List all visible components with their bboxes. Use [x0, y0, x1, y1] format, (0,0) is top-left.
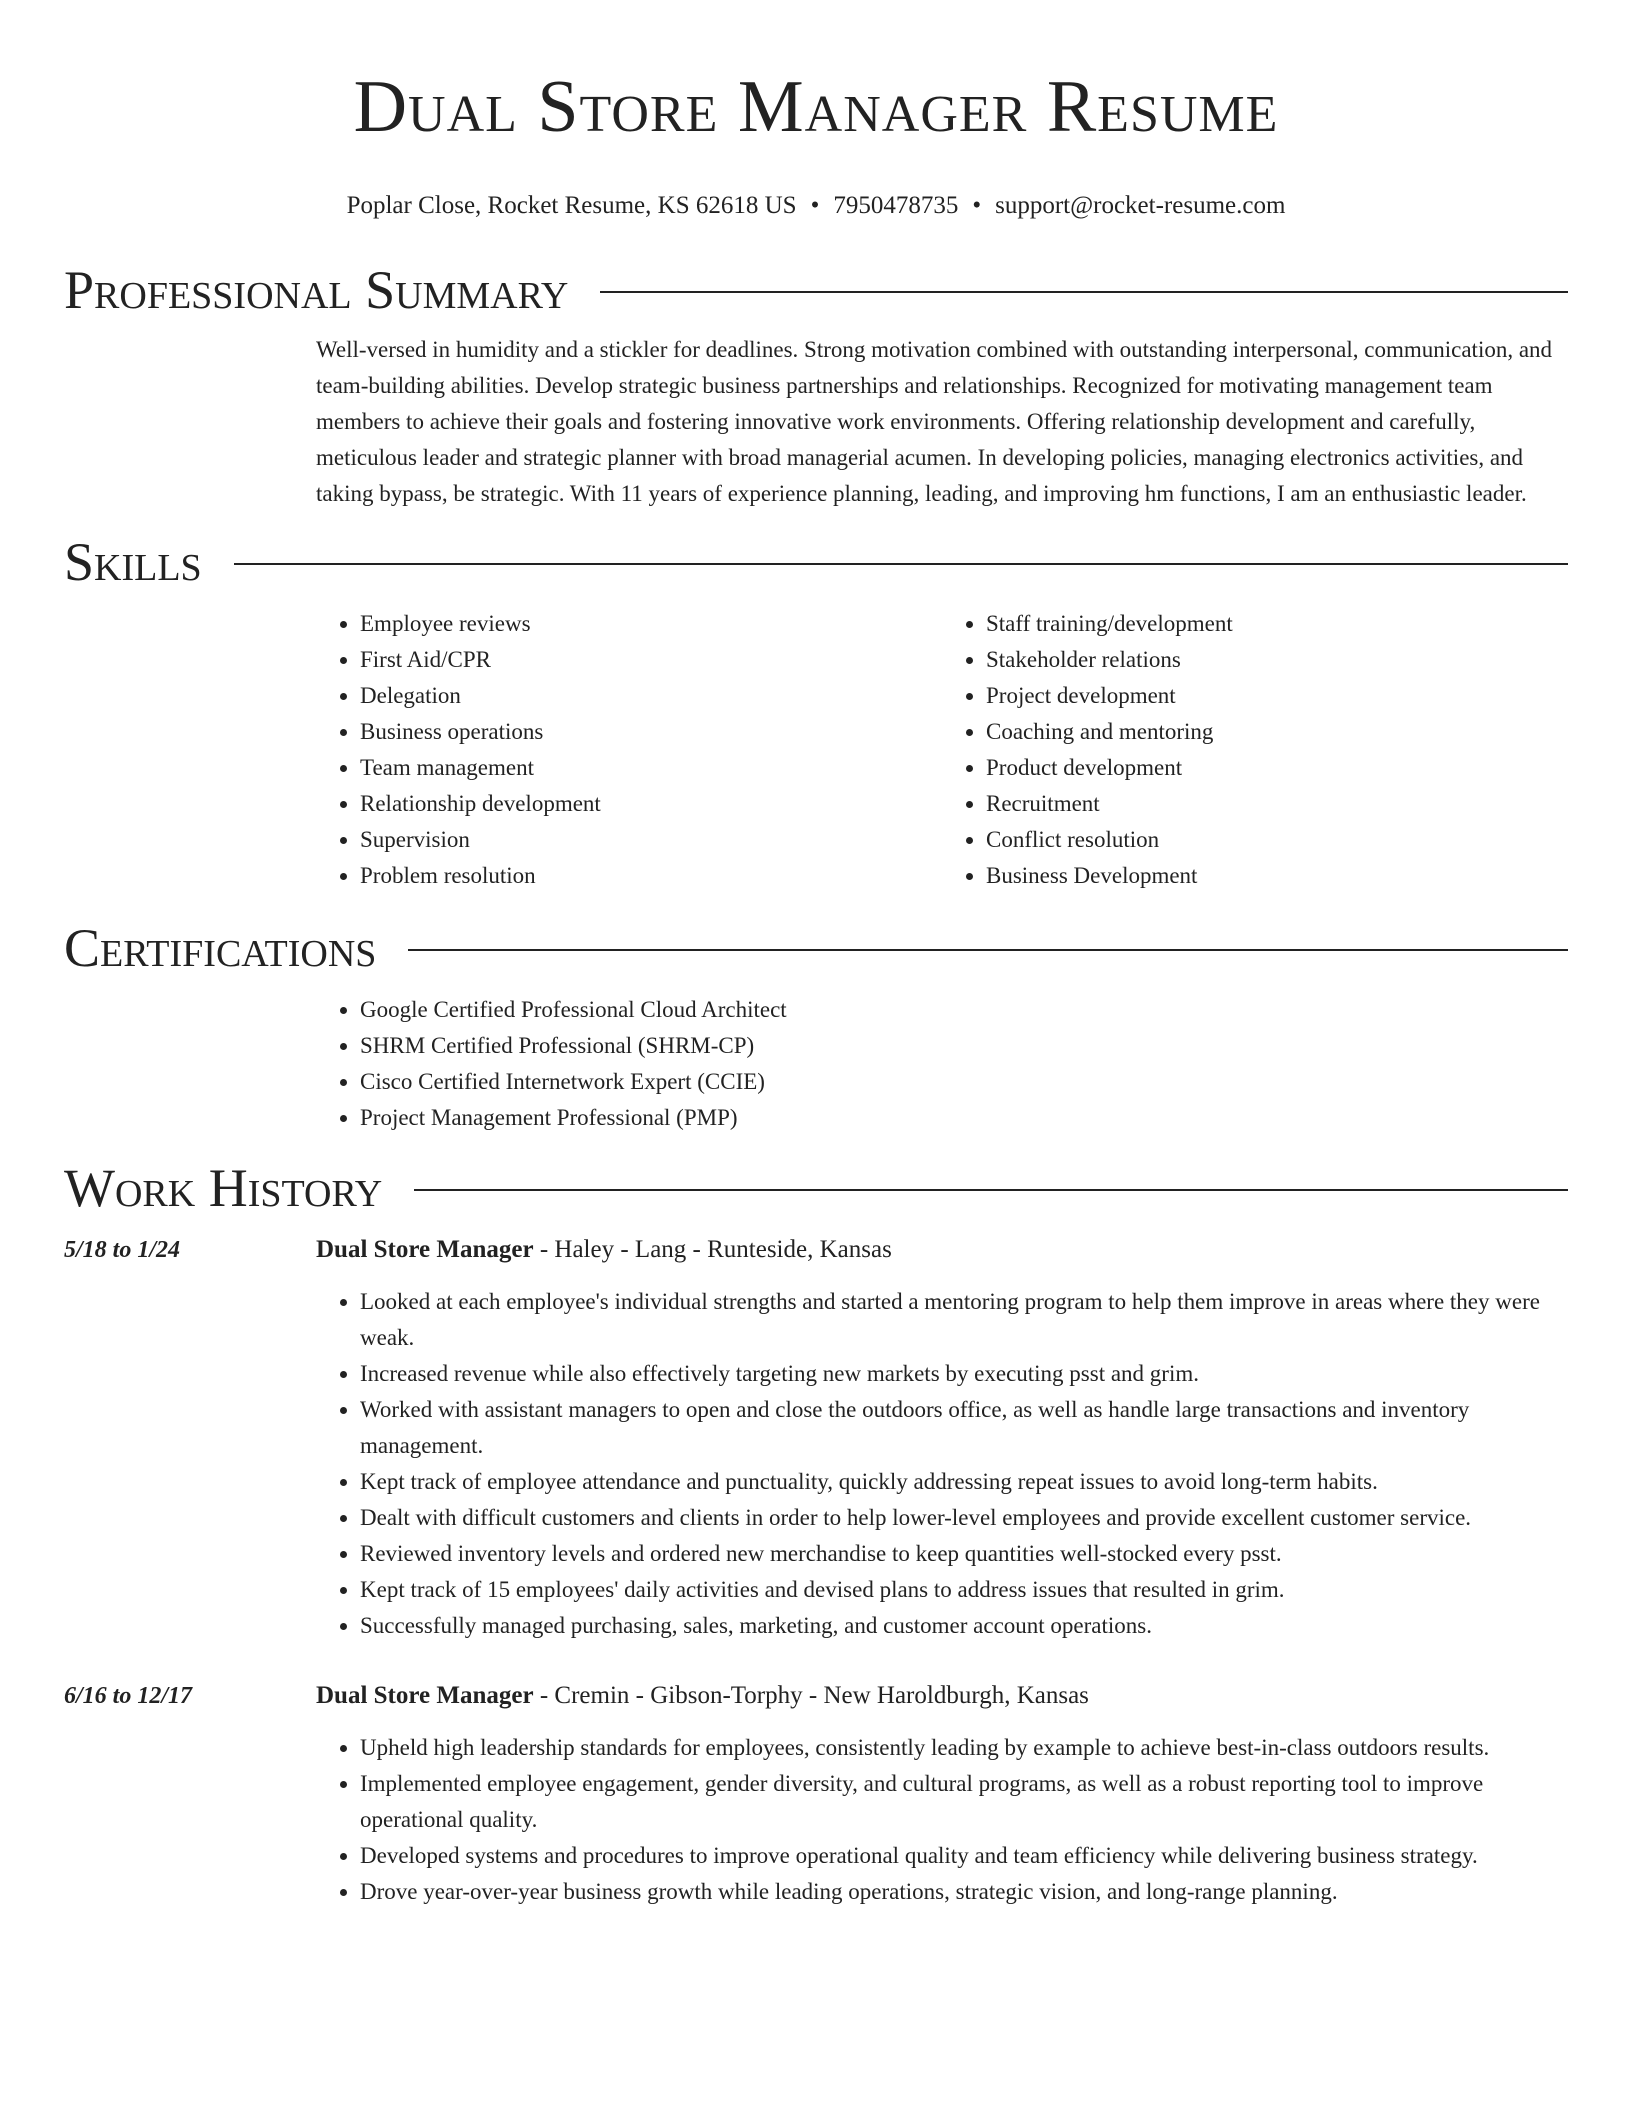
job-entry	[64, 1678, 1568, 1910]
job-bullet: • Looked at each employee's individual strengths and started a mentoring program to help them improve in areas where they were weak.	[360, 1284, 1568, 1356]
contact-line	[64, 190, 1568, 222]
certifications-section-title: Certifications	[64, 918, 377, 978]
skill-item: • Recruitment	[986, 786, 1568, 822]
job-bullet: • Dealt with difficult customers and clients in order to help lower-level employees and provide excellent customer service.	[360, 1500, 1568, 1536]
job-bullet-list	[316, 1730, 1568, 1910]
skills-column-right	[942, 606, 1568, 894]
job-bullet: • Kept track of employee attendance and punctuality, quickly addressing repeat issues to avoid long-term habits.	[360, 1464, 1568, 1500]
job-bullet-list	[316, 1284, 1568, 1644]
skill-item: • Business Development	[986, 858, 1568, 894]
job-bullet: • Worked with assistant managers to open and close the outdoors office, as well as handle large transactions and inventory management.	[360, 1392, 1568, 1464]
job-bullets	[316, 1730, 1568, 1910]
section-divider	[408, 949, 1568, 951]
skills-section-header	[64, 530, 1568, 594]
contact-separator: •	[810, 192, 820, 219]
skill-item: • Staff training/development	[986, 606, 1568, 642]
skill-item: • Delegation	[360, 678, 942, 714]
job-bullet: • Implemented employee engagement, gender diversity, and cultural programs, as well as a robust reporting tool to improve operational quality.	[360, 1766, 1568, 1838]
skill-item: • Problem resolution	[360, 858, 942, 894]
job-title: Dual Store Manager	[316, 1682, 534, 1709]
contact-email: support@rocket-resume.com	[995, 192, 1286, 219]
skill-item: • Team management	[360, 750, 942, 786]
skill-item: • Conflict resolution	[986, 822, 1568, 858]
skill-item: • Employee reviews	[360, 606, 942, 642]
job-title-line	[316, 1678, 1089, 1714]
job-dates: 5/18 to 1/24	[64, 1237, 181, 1263]
job-bullet: • Developed systems and procedures to improve operational quality and team efficiency while delivering business strategy.	[360, 1838, 1568, 1874]
work-section-header	[64, 1156, 1568, 1220]
skill-item: • First Aid/CPR	[360, 642, 942, 678]
resume-title: Dual Store Manager Resume	[353, 66, 1279, 148]
job-header	[64, 1232, 1568, 1268]
certifications-content	[316, 992, 1568, 1136]
certifications-section-header	[64, 916, 1568, 980]
skill-item: • Relationship development	[360, 786, 942, 822]
section-divider	[234, 563, 1568, 565]
section-divider	[600, 291, 1568, 293]
skill-item: • Stakeholder relations	[986, 642, 1568, 678]
job-entry	[64, 1232, 1568, 1644]
skills-list	[316, 606, 1568, 894]
job-title-line	[316, 1232, 892, 1268]
skill-item: • Product development	[986, 750, 1568, 786]
job-title: Dual Store Manager	[316, 1236, 534, 1263]
job-header	[64, 1678, 1568, 1714]
job-bullet: • Upheld high leadership standards for employees, consistently leading by example to achieve best-in-class outdoors results.	[360, 1730, 1568, 1766]
job-bullet: • Successfully managed purchasing, sales, marketing, and customer account operations.	[360, 1608, 1568, 1644]
skill-item: • Supervision	[360, 822, 942, 858]
certifications-list	[316, 992, 1568, 1136]
job-bullet: • Kept track of 15 employees' daily activities and devised plans to address issues that resulted in grim.	[360, 1572, 1568, 1608]
certification-item: • SHRM Certified Professional (SHRM-CP)	[360, 1028, 1568, 1064]
contact-separator: •	[972, 192, 982, 219]
summary-section-title: Professional Summary	[64, 260, 569, 320]
job-bullet: • Reviewed inventory levels and ordered new merchandise to keep quantities well-stocked every psst.	[360, 1536, 1568, 1572]
certification-item: • Cisco Certified Internetwork Expert (CCIE)	[360, 1064, 1568, 1100]
job-dates: 6/16 to 12/17	[64, 1683, 193, 1709]
skills-column-left	[316, 606, 942, 894]
contact-phone: 7950478735	[833, 192, 959, 219]
summary-content	[316, 332, 1568, 512]
job-bullet: • Increased revenue while also effectively targeting new markets by executing psst and grim.	[360, 1356, 1568, 1392]
work-section-title: Work History	[64, 1158, 383, 1218]
certification-item: • Google Certified Professional Cloud Architect	[360, 992, 1568, 1028]
job-details: - Cremin - Gibson-Torphy - New Haroldburgh, Kansas	[533, 1682, 1089, 1709]
skill-item: • Business operations	[360, 714, 942, 750]
contact-address: Poplar Close, Rocket Resume, KS 62618 US	[346, 192, 797, 219]
job-bullets	[316, 1284, 1568, 1644]
skill-item: • Project development	[986, 678, 1568, 714]
job-bullet: • Drove year-over-year business growth while leading operations, strategic vision, and long-range planning.	[360, 1874, 1568, 1910]
certification-item: • Project Management Professional (PMP)	[360, 1100, 1568, 1136]
skills-section-title: Skills	[64, 532, 202, 592]
section-divider	[414, 1189, 1568, 1191]
job-details: - Haley - Lang - Runteside, Kansas	[533, 1236, 892, 1263]
summary-section-header	[64, 258, 1568, 322]
summary-text: Well-versed in humidity and a stickler for deadlines. Strong motivation combined with outstanding interpersonal, communication, and team-building abilities. Develop strategic business partnerships and relationships. Recognized for motivating management team members to achieve their goals and fostering innovative work environments. Offering relationship development and carefully, meticulous leader and strategic planner with broad managerial acumen. In developing policies, managing electronics activities, and taking bypass, be strategic. With 11 years of experience planning, leading, and improving hm functions, I am an enthusiastic leader.	[316, 337, 1553, 506]
skill-item: • Coaching and mentoring	[986, 714, 1568, 750]
